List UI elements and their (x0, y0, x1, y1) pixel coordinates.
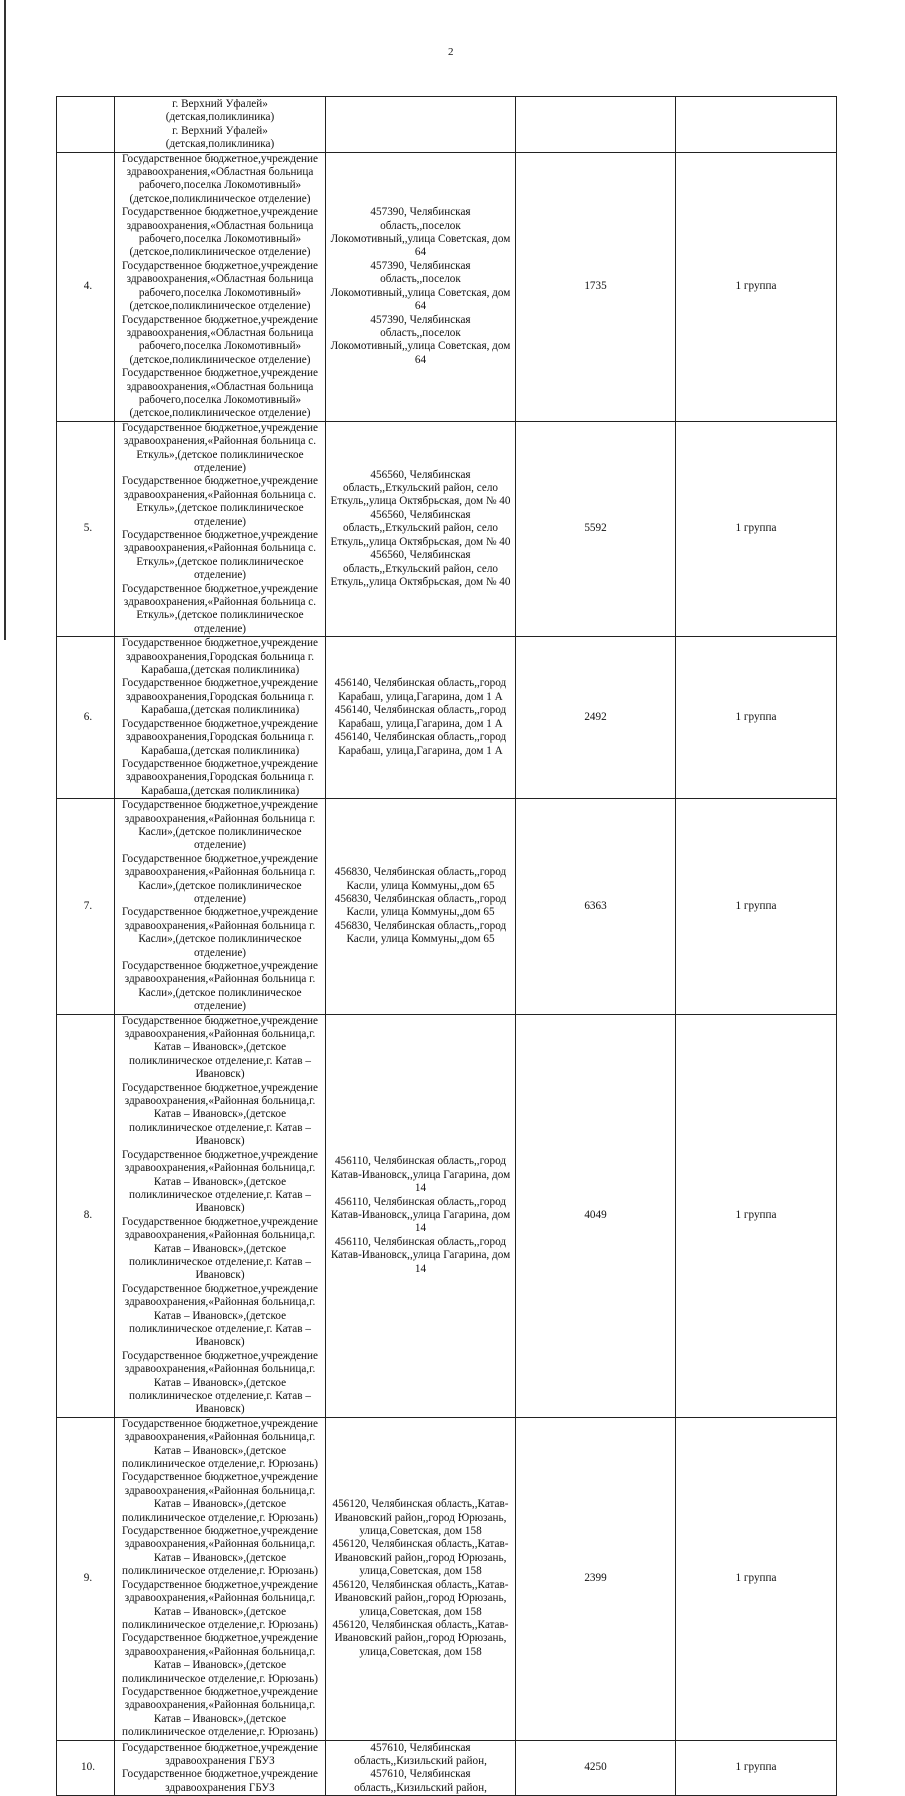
cell-text-line: 456110, Челябинская область,,город Катав-Ивановск,,улица Гагарина, дом 14 (330, 1235, 511, 1275)
group-cell (676, 637, 837, 799)
cell-text-line: Государственное бюджетное,учреждение здравоохранения,«Районная больница с. Еткуль»,(детское поликлиническое отделение) (121, 421, 318, 474)
cell-text-line: г. Верхний Уфалей» (детская,поликлиника) (165, 124, 275, 151)
cell-text-line: Государственное бюджетное,учреждение здравоохранения,«Областная больница рабочего,поселка Локомотивный» (детское,поликлиническое отделение) (121, 259, 318, 313)
address-cell (326, 1014, 516, 1417)
cell-text: 5592 (584, 522, 607, 535)
cell-text-line: 456120, Челябинская область,,Катав-Ивановский район,,город Юрюзань, улица,Советская, дом 158 (332, 1498, 509, 1538)
row-number-cell (57, 1417, 115, 1740)
count-cell (516, 637, 676, 799)
cell-text-line: Государственное бюджетное,учреждение здравоохранения,«Областная больница рабочего,поселка Локомотивный» (детское,поликлиническое отделение) (121, 313, 318, 366)
address-cell (326, 637, 516, 799)
institutions-table (56, 96, 837, 1796)
cell-text-line: Государственное бюджетное,учреждение здравоохранения,«Районная больница г. Касли»,(детское поликлиническое отделение) (121, 906, 318, 959)
cell-text-line: Государственное бюджетное,учреждение здравоохранения,Городская больница г. Карабаша,(детская поликлиника) (121, 677, 318, 717)
cell-text-line: Государственное бюджетное,учреждение здравоохранения,«Районная больница,г. Катав – Ивановск»,(детское поликлиническое отделение,г. Юрюзань) (121, 1632, 318, 1685)
cell-text-line: Государственное бюджетное,учреждение здравоохранения,«Районная больница г. Касли»,(детское поликлиническое отделение) (121, 852, 318, 905)
group-cell (676, 799, 837, 1015)
page-number: 2 (448, 46, 454, 58)
cell-text: 8. (83, 1209, 93, 1222)
cell-text-line: Государственное бюджетное,учреждение здравоохранения,«Районная больница,г. Катав – Ивановск»,(детское поликлиническое отделение,г. Юрюзань) (121, 1685, 318, 1739)
cell-text: 7. (83, 899, 93, 912)
table-row (57, 1014, 837, 1417)
address-cell (326, 421, 516, 637)
address-cell (326, 152, 516, 421)
cell-text-line: Государственное бюджетное,учреждение здравоохранения,«Районная больница,г. Катав – Ивановск»,(детское поликлиническое отделение,г. Катав – Ивановск) (121, 1081, 318, 1148)
institution-name-cell (115, 97, 326, 153)
address-cell (326, 799, 516, 1015)
table-row (57, 1417, 837, 1740)
cell-text-line: 457610, Челябинская область,,Кизильский район, (354, 1768, 487, 1794)
cell-text-line: Государственное бюджетное,учреждение здравоохранения,«Районная больница,г. Катав – Ивановск»,(детское поликлиническое отделение,г. Катав – Ивановск) (121, 1014, 318, 1081)
address-cell (326, 97, 516, 153)
cell-text: 4250 (584, 1761, 607, 1774)
cell-text-line: 456140, Челябинская область,,город Карабаш, улица,Гагарина, дом 1 А (334, 677, 507, 703)
institution-name-cell (115, 1740, 326, 1796)
cell-text-line: Государственное бюджетное,учреждение здравоохранения,«Районная больница с. Еткуль»,(детское поликлиническое отделение) (121, 582, 318, 635)
count-cell (516, 799, 676, 1015)
cell-text-line: Государственное бюджетное,учреждение здравоохранения,«Районная больница,г. Катав – Ивановск»,(детское поликлиническое отделение,г. Юрюзань) (121, 1417, 318, 1471)
address-cell (326, 1740, 516, 1796)
group-cell (676, 1014, 837, 1417)
institution-name-cell (115, 1417, 326, 1740)
cell-text: 1 группа (735, 1571, 777, 1584)
institution-name-cell (115, 637, 326, 799)
cell-text-line: Государственное бюджетное,учреждение здравоохранения,«Областная больница рабочего,поселка Локомотивный» (детское,поликлиническое отделение) (121, 367, 318, 420)
cell-text-line: Государственное бюджетное,учреждение здравоохранения ГБУЗ (121, 1768, 318, 1794)
cell-text-line: Государственное бюджетное,учреждение здравоохранения,«Областная больница рабочего,поселка Локомотивный» (детское,поликлиническое отделение) (121, 206, 318, 259)
cell-text-line: 456830, Челябинская область,,город Касли, улица Коммуны,,дом 65 (334, 919, 507, 946)
table-row (57, 637, 837, 799)
count-cell (516, 1740, 676, 1796)
group-cell (676, 152, 837, 421)
cell-text-line: 456560, Челябинская область,,Еткульский район, село Еткуль,,улица Октябрьская, дом № 40 (330, 508, 511, 548)
cell-text-line: 456120, Челябинская область,,Катав-Ивановский район,,город Юрюзань, улица,Советская, дом 158 (332, 1538, 509, 1578)
cell-text-line: Государственное бюджетное,учреждение здравоохранения,«Районная больница,г. Катав – Ивановск»,(детское поликлиническое отделение,г. Юрюзань) (121, 1578, 318, 1631)
cell-text: 1 группа (735, 522, 777, 535)
cell-text-line: 456830, Челябинская область,,город Касли, улица Коммуны,,дом 65 (334, 892, 507, 919)
cell-text-line: 456560, Челябинская область,,Еткульский район, село Еткуль,,улица Октябрьская, дом № 40 (330, 468, 511, 508)
table-row (57, 97, 837, 153)
cell-text-line: Государственное бюджетное,учреждение здравоохранения,«Районная больница г. Касли»,(детское поликлиническое отделение) (121, 960, 318, 1013)
cell-text: 5. (83, 522, 93, 535)
group-cell (676, 1417, 837, 1740)
row-number-cell (57, 97, 115, 153)
row-number-cell (57, 1014, 115, 1417)
cell-text-line: Государственное бюджетное,учреждение здравоохранения ГБУЗ (121, 1741, 318, 1767)
cell-text: 1 группа (735, 1761, 777, 1774)
group-cell (676, 421, 837, 637)
cell-text: 6. (83, 710, 93, 723)
table-row (57, 799, 837, 1015)
cell-text: 1 группа (735, 279, 777, 292)
cell-text-line: Государственное бюджетное,учреждение здравоохранения,Городская больница г. Карабаша,(детская поликлиника) (121, 637, 318, 677)
cell-text-line: г. Верхний Уфалей» (детская,поликлиника) (165, 98, 275, 124)
cell-text-line: 456560, Челябинская область,,Еткульский район, село Еткуль,,улица Октябрьская, дом № 40 (330, 549, 511, 588)
table-row (57, 152, 837, 421)
count-cell (516, 97, 676, 153)
institution-name-cell (115, 1014, 326, 1417)
institution-name-cell (115, 421, 326, 637)
cell-text: 9. (83, 1571, 93, 1584)
count-cell (516, 1014, 676, 1417)
cell-text: 2492 (584, 710, 607, 723)
cell-text: 1 группа (735, 1209, 777, 1222)
cell-text-line: 456830, Челябинская область,,город Касли, улица Коммуны,,дом 65 (334, 866, 507, 892)
row-number-cell (57, 1740, 115, 1796)
cell-text-line: Государственное бюджетное,учреждение здравоохранения,Городская больница г. Карабаша,(детская поликлиника) (121, 717, 318, 757)
cell-text-line: Государственное бюджетное,учреждение здравоохранения,«Районная больница,г. Катав – Ивановск»,(детское поликлиническое отделение,г. Катав – Ивановск) (121, 1148, 318, 1215)
cell-text: 6363 (584, 899, 607, 912)
row-number-cell (57, 799, 115, 1015)
cell-text-line: 456140, Челябинская область,,город Карабаш, улица,Гагарина, дом 1 А (334, 704, 507, 730)
cell-text-line: Государственное бюджетное,учреждение здравоохранения,«Районная больница,г. Катав – Ивановск»,(детское поликлиническое отделение,г. Юрюзань) (121, 1471, 318, 1524)
group-cell (676, 1740, 837, 1796)
cell-text: 2399 (584, 1571, 607, 1584)
row-number-cell (57, 152, 115, 421)
page-left-border (4, 0, 6, 640)
cell-text: 10. (81, 1761, 95, 1774)
cell-text-line: 456140, Челябинская область,,город Карабаш, улица,Гагарина, дом 1 А (334, 731, 507, 757)
cell-text-line: 456120, Челябинская область,,Катав-Ивановский район,,город Юрюзань, улица,Советская, дом 158 (332, 1578, 509, 1618)
cell-text: 1 группа (735, 899, 777, 912)
count-cell (516, 421, 676, 637)
cell-text: 1735 (584, 279, 607, 292)
cell-text-line: Государственное бюджетное,учреждение здравоохранения,«Областная больница рабочего,поселка Локомотивный» (детское,поликлиническое отделение) (121, 152, 318, 205)
cell-text-line: Государственное бюджетное,учреждение здравоохранения,«Районная больница,г. Катав – Ивановск»,(детское поликлиническое отделение,г. Юрюзань) (121, 1525, 318, 1578)
cell-text-line: Государственное бюджетное,учреждение здравоохранения,«Районная больница,г. Катав – Ивановск»,(детское поликлиническое отделение,г. Катав – Ивановск) (121, 1215, 318, 1282)
row-number-cell (57, 637, 115, 799)
cell-text-line: 456110, Челябинская область,,город Катав-Ивановск,,улица Гагарина, дом 14 (330, 1195, 511, 1235)
cell-text-line: Государственное бюджетное,учреждение здравоохранения,«Районная больница,г. Катав – Ивановск»,(детское поликлиническое отделение,г. Катав – Ивановск) (121, 1282, 318, 1349)
table-row (57, 421, 837, 637)
institution-name-cell (115, 799, 326, 1015)
cell-text: 4049 (584, 1209, 607, 1222)
row-number-cell (57, 421, 115, 637)
cell-text: 4. (83, 279, 93, 292)
cell-text-line: Государственное бюджетное,учреждение здравоохранения,«Районная больница с. Еткуль»,(детское поликлиническое отделение) (121, 475, 318, 528)
count-cell (516, 1417, 676, 1740)
cell-text-line: 457390, Челябинская область,,поселок Локомотивный,,улица Советская, дом 64 (330, 259, 511, 313)
cell-text-line: Государственное бюджетное,учреждение здравоохранения,Городская больница г. Карабаша,(детская поликлиника) (121, 757, 318, 797)
group-cell (676, 97, 837, 153)
address-cell (326, 1417, 516, 1740)
cell-text-line: Государственное бюджетное,учреждение здравоохранения,«Районная больница с. Еткуль»,(детское поликлиническое отделение) (121, 529, 318, 582)
table-row (57, 1740, 837, 1796)
institution-name-cell (115, 152, 326, 421)
cell-text-line: 456120, Челябинская область,,Катав-Ивановский район,,город Юрюзань, улица,Советская, дом 158 (332, 1618, 509, 1658)
cell-text-line: Государственное бюджетное,учреждение здравоохранения,«Районная больница,г. Катав – Ивановск»,(детское поликлиническое отделение,г. Катав – Ивановск) (121, 1349, 318, 1416)
cell-text-line: 457390, Челябинская область,,поселок Локомотивный,,улица Советская, дом 64 (330, 206, 511, 259)
cell-text-line: Государственное бюджетное,учреждение здравоохранения,«Районная больница г. Касли»,(детское поликлиническое отделение) (121, 799, 318, 852)
count-cell (516, 152, 676, 421)
cell-text-line: 457390, Челябинская область,,поселок Локомотивный,,улица Советская, дом 64 (330, 313, 511, 366)
cell-text-line: 456110, Челябинская область,,город Катав-Ивановск,,улица Гагарина, дом 14 (330, 1155, 511, 1195)
cell-text: 1 группа (735, 710, 777, 723)
institutions-table-body (57, 97, 837, 1796)
cell-text-line: 457610, Челябинская область,,Кизильский район, (354, 1741, 487, 1767)
